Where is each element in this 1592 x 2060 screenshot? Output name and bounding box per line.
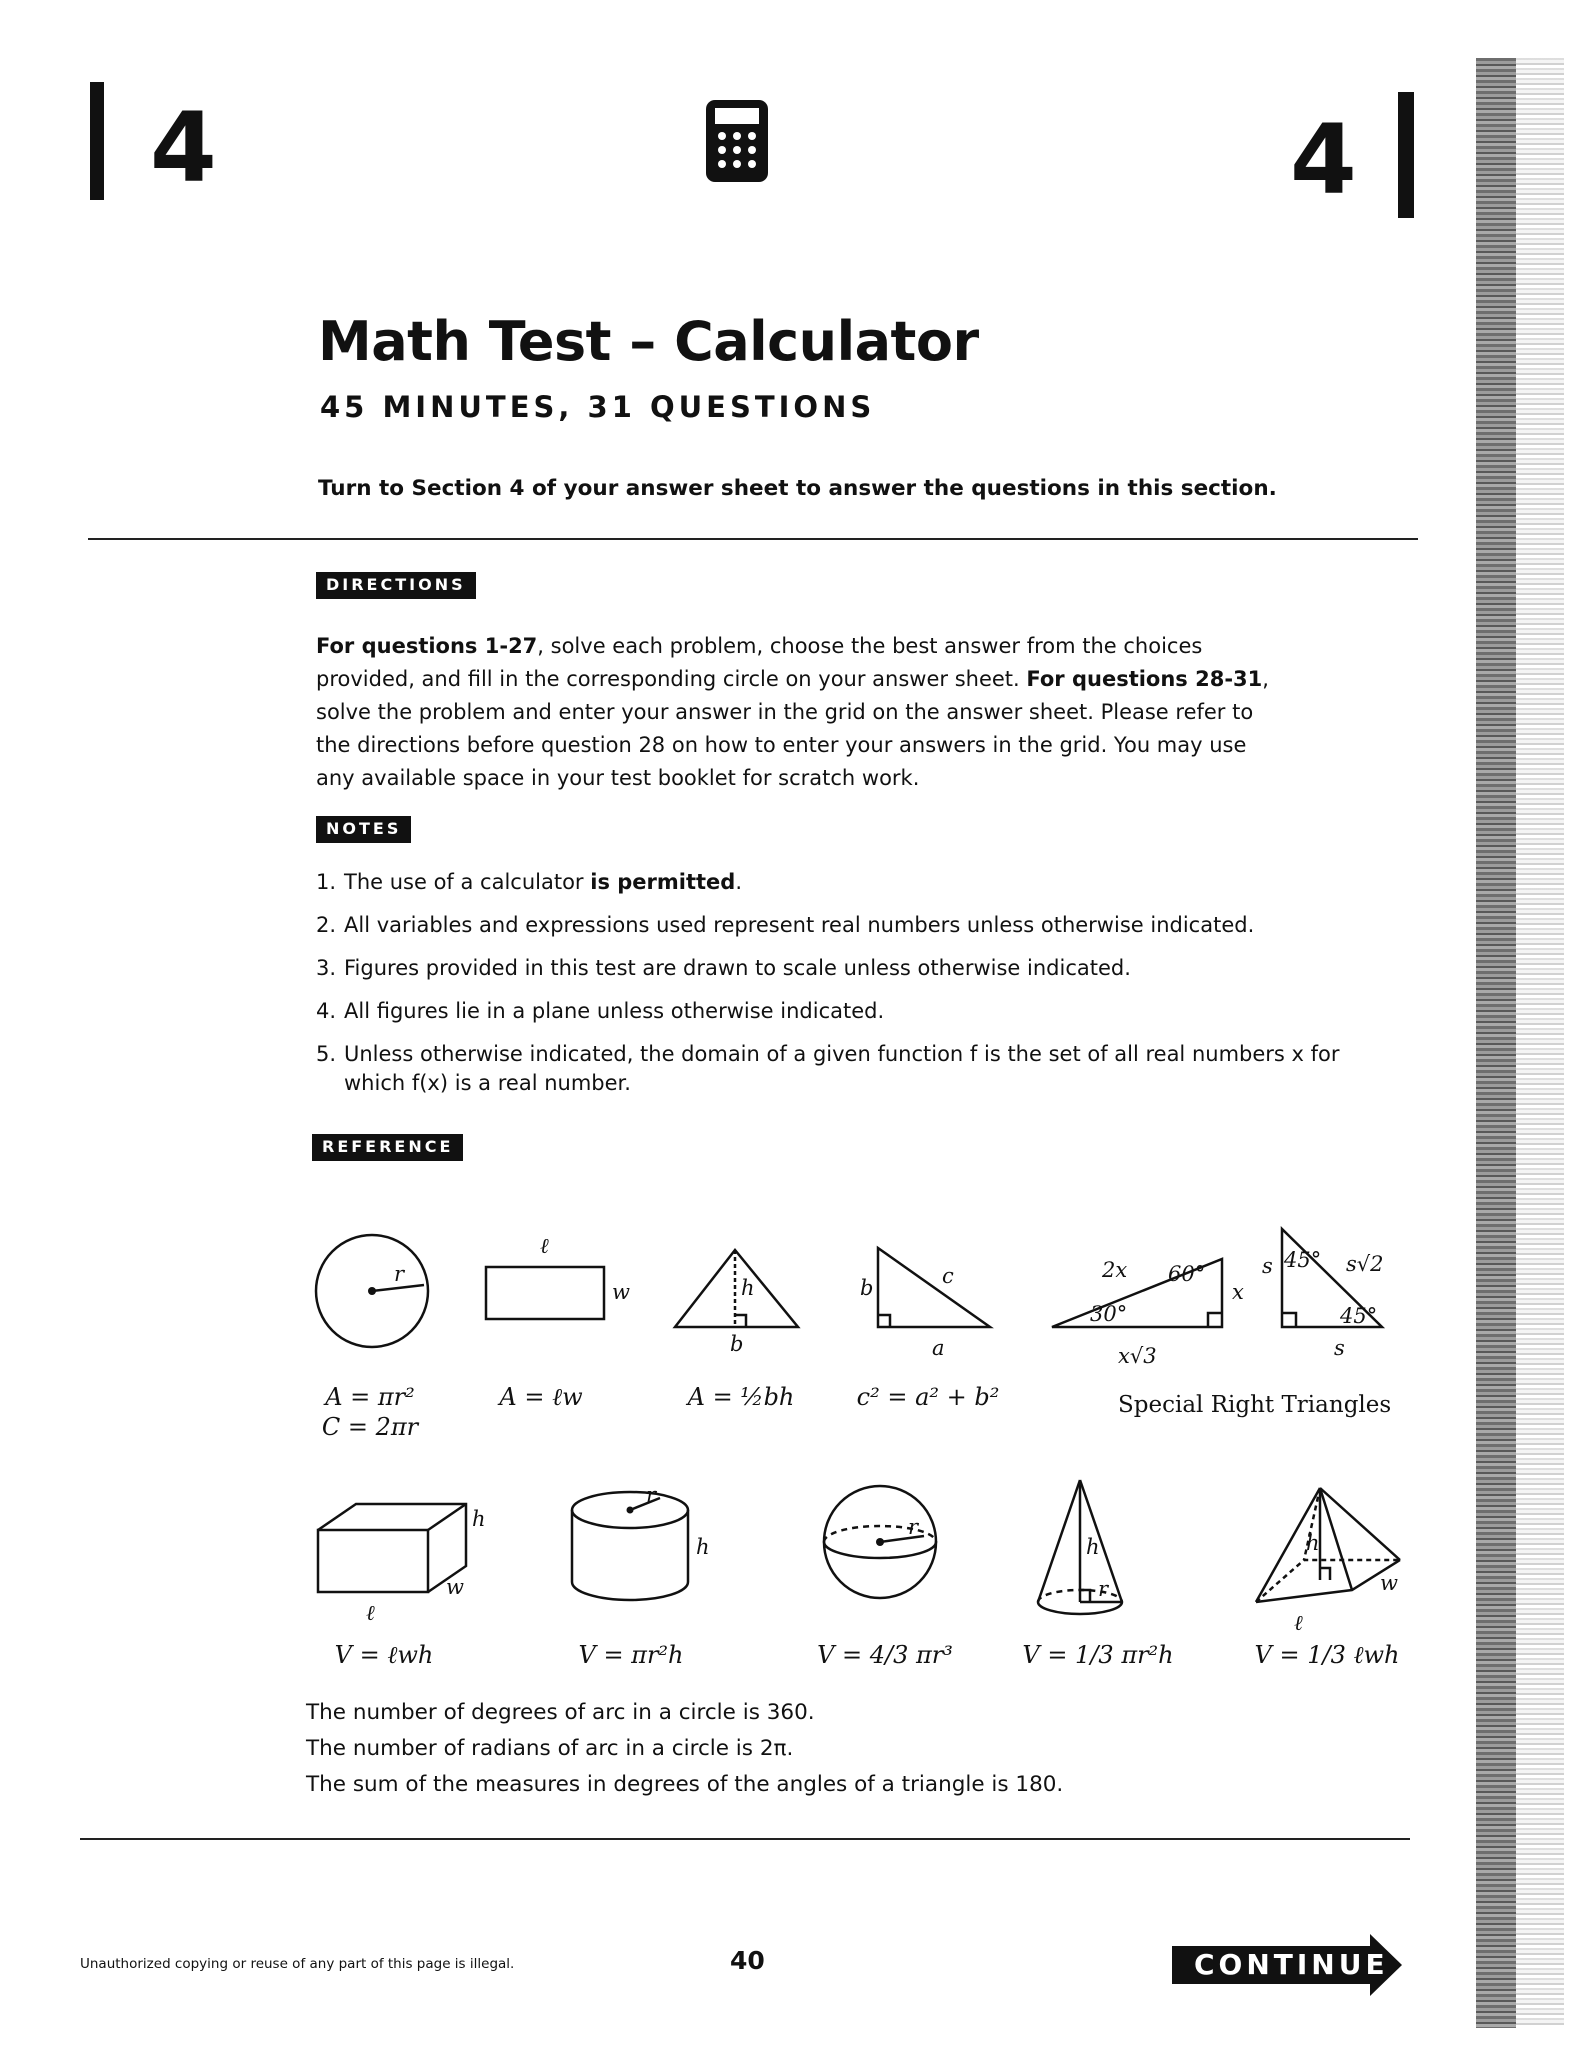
notes-list xyxy=(316,868,1346,1112)
formula-cone-volume: V = 1/3 πr²h xyxy=(1022,1641,1174,1669)
label-h: h xyxy=(1086,1535,1100,1559)
formula-triangle-area: A = ½bh xyxy=(687,1383,795,1411)
note-number: 5. xyxy=(316,1042,337,1066)
cone-figure xyxy=(1038,1480,1122,1614)
note-item xyxy=(316,954,1346,983)
directions-text-1: , solve each problem, choose the best answer from the choices provided, and fill in the corresponding circle on your answer sheet. xyxy=(316,634,1203,691)
label-r: r xyxy=(1098,1577,1109,1601)
formula-circle-circumference: C = 2πr xyxy=(321,1413,419,1441)
page-title: Math Test – Calculator xyxy=(318,310,979,373)
label-l: ℓ xyxy=(1294,1611,1303,1635)
label-w: w xyxy=(612,1280,630,1304)
calculator-icon xyxy=(704,98,770,189)
formula-sphere-volume: V = 4/3 πr³ xyxy=(817,1641,953,1669)
note-text: Unless otherwise indicated, the domain of a given function f is the set of all real numbers x for which f(x) is a real number. xyxy=(344,1042,1340,1095)
label-a: a xyxy=(932,1336,945,1360)
label-h: h xyxy=(741,1276,755,1300)
reference-figures-row2 xyxy=(300,1478,1440,1638)
formula-box-volume: V = ℓwh xyxy=(334,1641,434,1669)
turn-to-instruction: Turn to Section 4 of your answer sheet to answer the questions in this section. xyxy=(318,476,1277,501)
note-item xyxy=(316,868,1346,897)
label-l: ℓ xyxy=(366,1601,375,1625)
section-bar-left xyxy=(90,82,104,200)
label-h: h xyxy=(472,1507,486,1531)
label-s: s xyxy=(1262,1254,1273,1278)
label-h: h xyxy=(696,1535,710,1559)
special-right-triangles-caption: Special Right Triangles xyxy=(1118,1392,1392,1418)
top-divider xyxy=(88,538,1418,540)
label-x: x xyxy=(1232,1280,1244,1304)
bottom-divider xyxy=(80,1838,1410,1840)
note-number: 1. xyxy=(316,870,337,894)
label-r: r xyxy=(646,1483,657,1507)
scan-edge-texture xyxy=(1516,58,1564,2028)
label-w: w xyxy=(1380,1571,1398,1595)
directions-lead-2: For questions 28-31 xyxy=(1026,667,1263,691)
continue-button[interactable] xyxy=(1172,1934,1404,1996)
label-s-root2: s√2 xyxy=(1346,1252,1384,1276)
fact-degrees-circle: The number of degrees of arc in a circle is 360. xyxy=(306,1700,815,1725)
label-r: r xyxy=(908,1515,919,1539)
label-w: w xyxy=(446,1575,464,1599)
label-l: ℓ xyxy=(540,1234,549,1258)
section-number-left: 4 xyxy=(150,92,217,204)
note-text: All figures lie in a plane unless otherwise indicated. xyxy=(344,999,885,1023)
note-item xyxy=(316,997,1346,1026)
label-60deg: 60° xyxy=(1168,1262,1206,1286)
label-h: h xyxy=(1306,1531,1320,1555)
copyright-notice: Unauthorized copying or reuse of any part of this page is illegal. xyxy=(80,1956,515,1972)
note-text: Figures provided in this test are drawn to scale unless otherwise indicated. xyxy=(344,956,1131,980)
reference-facts xyxy=(306,1695,1063,1803)
fact-radians-circle: The number of radians of arc in a circle is 2π. xyxy=(306,1736,794,1761)
label-x-root3: x√3 xyxy=(1118,1344,1157,1368)
note-item xyxy=(316,911,1346,940)
rectangular-box-figure xyxy=(318,1504,466,1592)
label-b: b xyxy=(730,1332,744,1356)
label-30deg: 30° xyxy=(1090,1302,1128,1326)
directions-label: DIRECTIONS xyxy=(316,572,476,599)
reference-figures-row1 xyxy=(300,1215,1440,1385)
formula-rectangle-area: A = ℓw xyxy=(499,1383,583,1411)
note-text: All variables and expressions used represent real numbers unless otherwise indicated. xyxy=(344,913,1255,937)
label-c: c xyxy=(942,1264,954,1288)
formula-pythagorean: c² = a² + b² xyxy=(856,1383,1000,1411)
label-45deg-top: 45° xyxy=(1284,1248,1322,1272)
page-number: 40 xyxy=(730,1946,765,1975)
note-number: 4. xyxy=(316,999,337,1023)
directions-text-2: , solve the problem and enter your answer in the grid on the answer sheet. Please refer to the directions before question 28 on how to enter your answers in the grid. You may use any available space in your test booklet for scratch work. xyxy=(316,667,1269,790)
note-text: The use of a calculator is permitted. xyxy=(344,870,743,894)
continue-label: CONTINUE xyxy=(1194,1948,1389,1981)
section-number-right: 4 xyxy=(1290,104,1357,216)
label-s: s xyxy=(1334,1336,1345,1360)
label-2x: 2x xyxy=(1102,1258,1128,1282)
formula-pyramid-volume: V = 1/3 ℓwh xyxy=(1254,1641,1400,1669)
right-triangle-figure xyxy=(878,1248,990,1327)
pyramid-figure xyxy=(1256,1488,1400,1602)
notes-label: NOTES xyxy=(316,816,411,843)
directions-text xyxy=(316,630,1276,795)
reference-label: REFERENCE xyxy=(312,1134,463,1161)
formula-cylinder-volume: V = πr²h xyxy=(578,1641,684,1669)
directions-lead-1: For questions 1-27 xyxy=(316,634,538,658)
section-bar-right xyxy=(1398,92,1414,218)
label-b: b xyxy=(860,1276,874,1300)
formula-circle-area: A = πr² xyxy=(325,1383,415,1411)
rectangle-figure xyxy=(486,1267,604,1319)
scan-edge-shadow xyxy=(1476,58,1516,2028)
label-r: r xyxy=(394,1262,405,1286)
fact-triangle-angles: The sum of the measures in degrees of the angles of a triangle is 180. xyxy=(306,1772,1064,1797)
note-number: 3. xyxy=(316,956,337,980)
page-subtitle: 45 MINUTES, 31 QUESTIONS xyxy=(320,390,876,424)
note-number: 2. xyxy=(316,913,337,937)
label-45deg-bottom: 45° xyxy=(1340,1304,1378,1328)
note-item xyxy=(316,1040,1346,1098)
